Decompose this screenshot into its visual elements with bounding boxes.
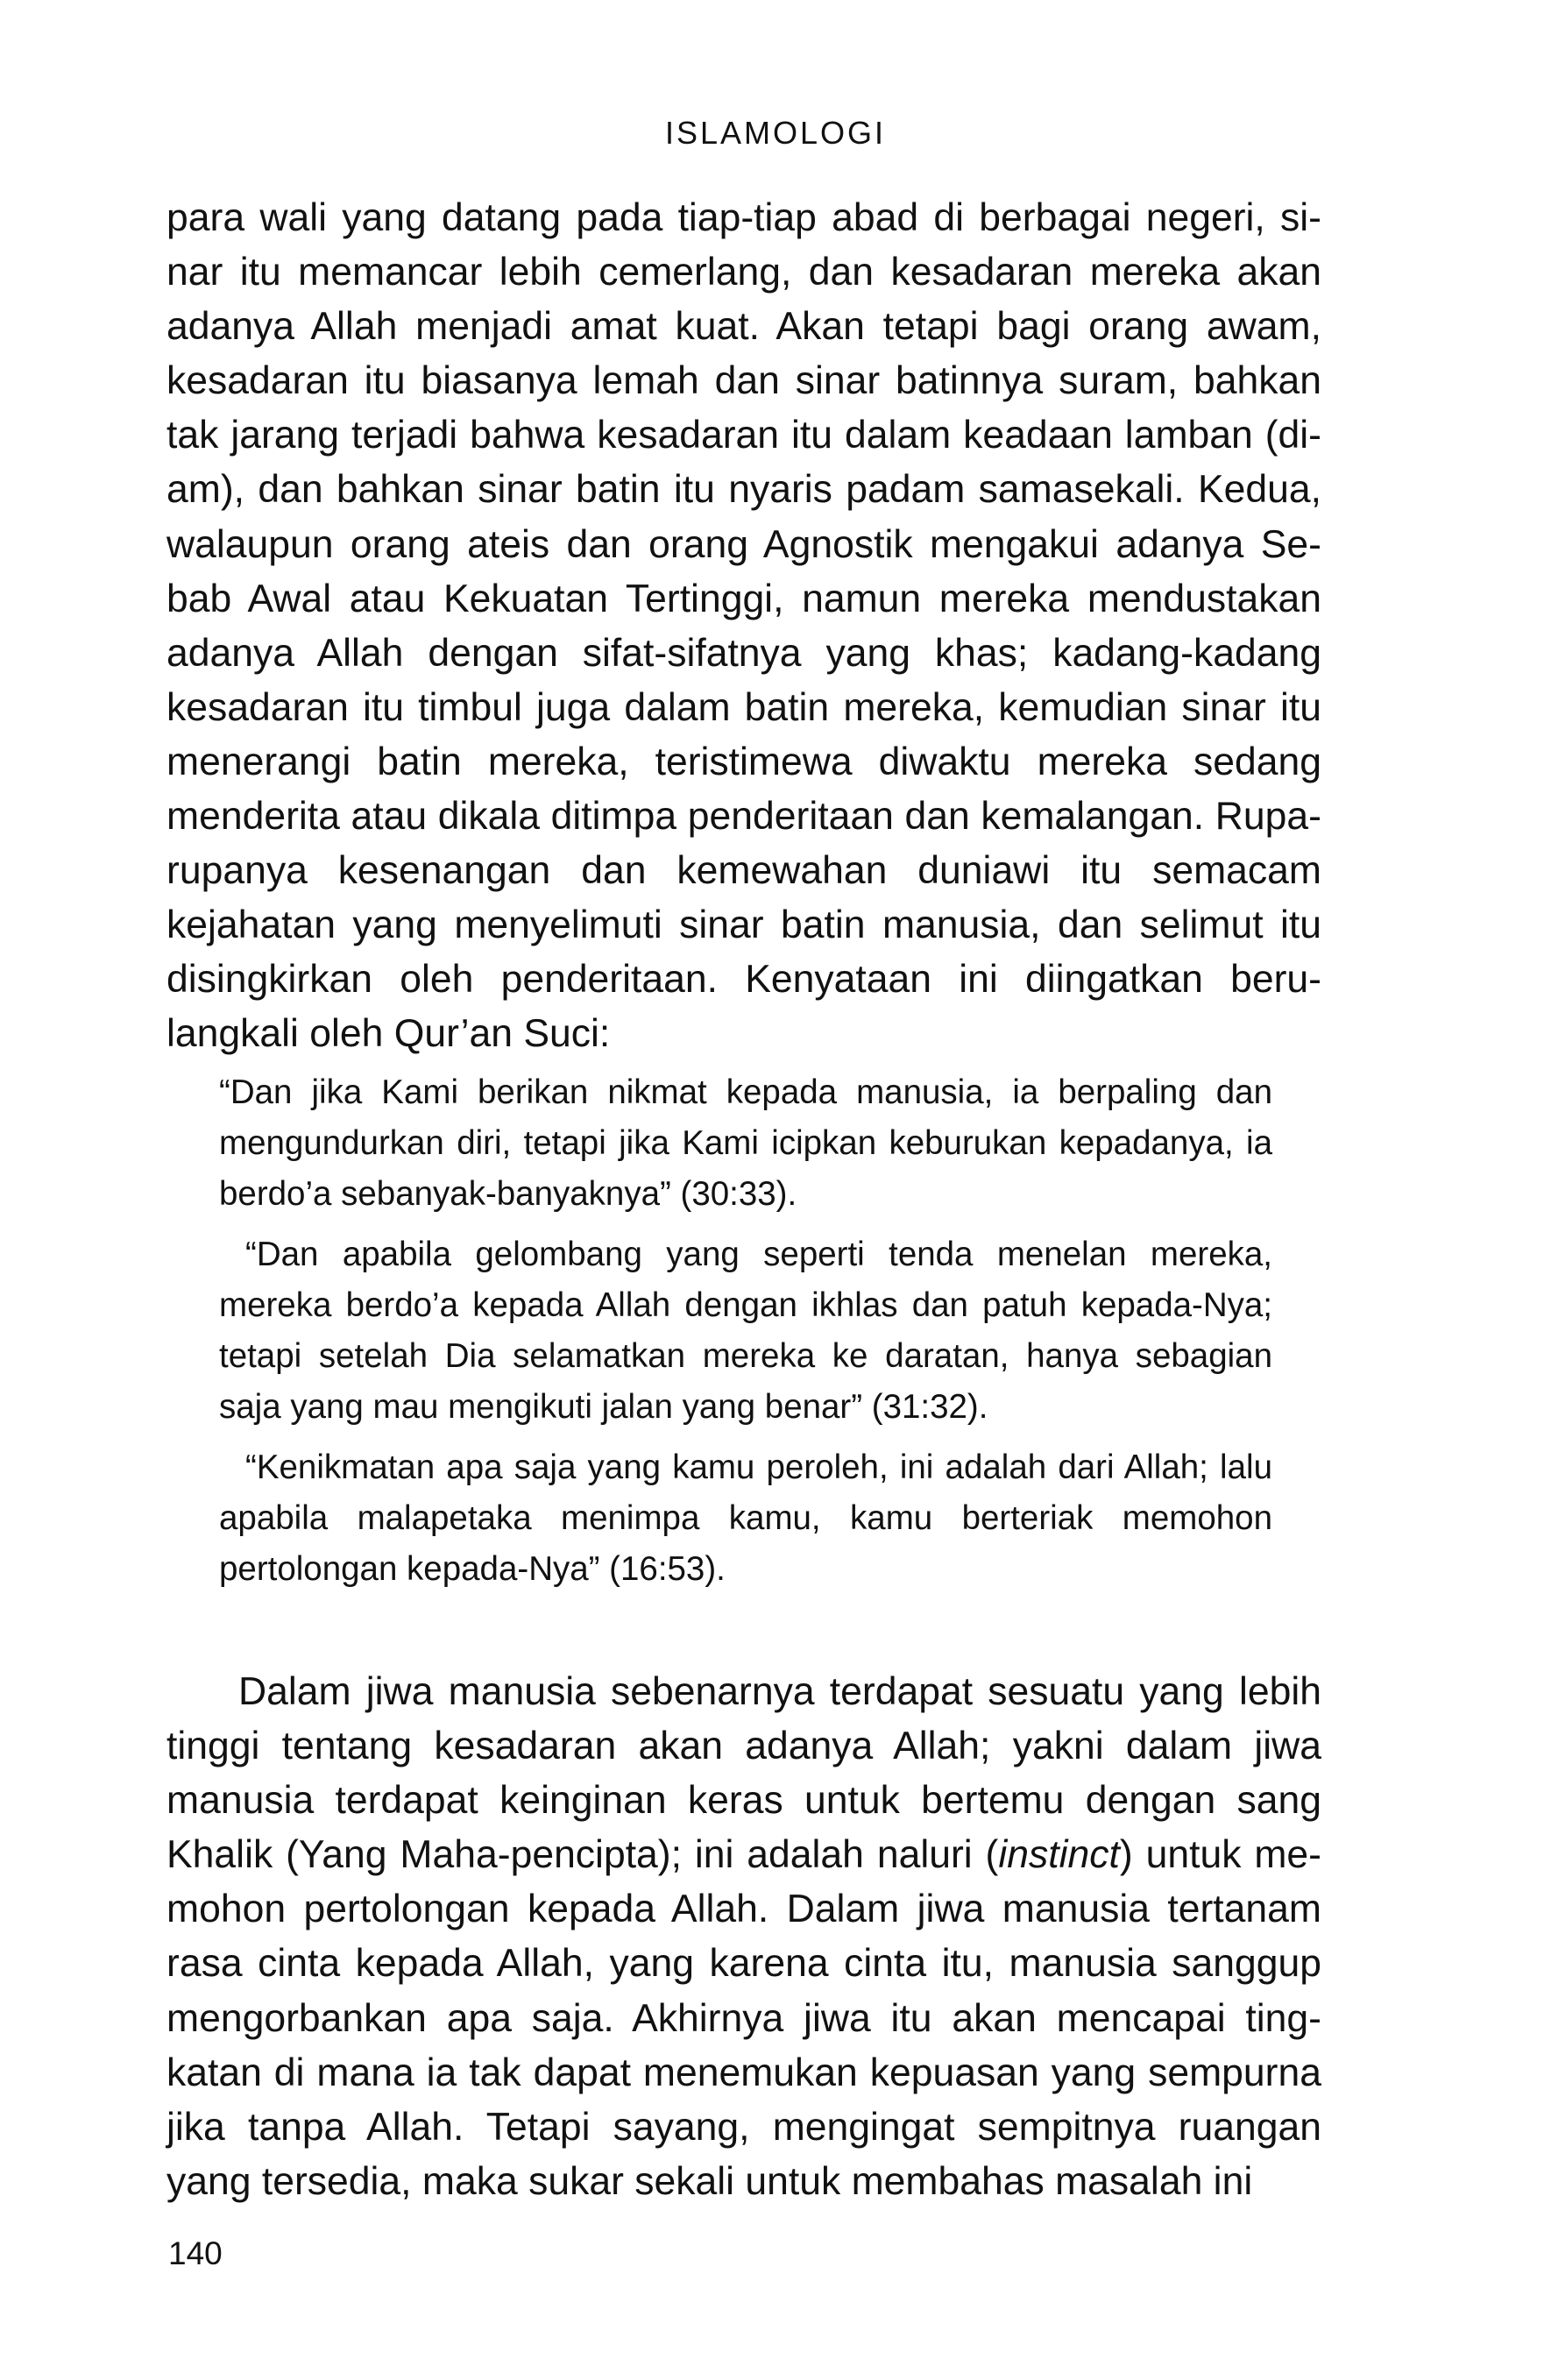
body-paragraph-1	[166, 191, 1321, 1062]
quote-16-53: “Kenikmatan apa saja yang kamu peroleh, ini adalah dari Allah; lalu apabila malapetaka menimpa kamu, kamu berteriak memohon pertolongan kepada-Nya” (16:53).	[219, 1449, 1272, 1588]
paragraph-text-end: ) untuk memohon pertolongan kepada Allah. Dalam jiwa manusia tertanam rasa cinta kepada Allah, yang karena cinta itu, manusia sanggup mengorbankan apa saja. Akhirnya jiwa itu akan mencapai tingkatan di mana ia tak dapat menemukan kepuasan yang sempurna jika tanpa Allah. Tetapi sayang, mengingat sempitnya ruangan yang tersedia, maka sukar sekali untuk membahas masalah ini	[166, 1833, 1321, 2203]
body-paragraph-2	[166, 1665, 1321, 2209]
paragraph-text	[166, 1665, 1321, 2209]
quote-31-32: “Dan apabila gelombang yang seperti tenda menelan mereka, mereka berdo’a kepada Allah dengan ikhlas dan patuh kepada-Nya; tetapi setelah Dia selamatkan mereka ke daratan, hanya sebagian saja yang mau mengikuti jalan yang benar” (31:32).	[219, 1236, 1272, 1426]
running-header-title: ISLAMOLOGI	[664, 115, 887, 151]
paragraph-text-start: Dalam jiwa manusia sebenarnya terdapat sesuatu yang lebih tinggi tentang kesadaran akan adanya Allah; yakni dalam jiwa manusia terdapat keinginan keras untuk bertemu dengan sang Khalik (Yang Maha-pencipta); ini adalah naluri (	[166, 1670, 1321, 1877]
quran-quotations-block	[219, 1067, 1272, 1604]
paragraph-text: para wali yang datang pada tiap-tiap abad di berbagai negeri, sinar itu memancar lebih cemerlang, dan kesadaran mereka akan adanya Allah menjadi amat kuat. Akan tetapi bagi orang awam, kesadaran itu biasanya lemah dan sinar batinnya suram, bahkan tak jarang terjadi bahwa kesadaran itu dalam keadaan lamban (diam), dan bahkan sinar batin itu nyaris padam samasekali. Kedua, walaupun orang ateis dan orang Agnostik mengakui adanya Sebab Awal atau Kekuatan Tertinggi, namun mereka mendustakan adanya Allah dengan sifat-sifatnya yang khas; kadang-kadang kesadaran itu timbul juga dalam batin mereka, kemudian sinar itu menerangi batin mereka, teristimewa diwaktu mereka sedang menderita atau dikala ditimpa penderitaan dan kemalangan. Rupa-rupanya kesenangan dan kemewahan duniawi itu semacam kejahatan yang menyelimuti sinar batin manusia, dan selimut itu disingkirkan oleh penderitaan. Kenyataan ini diingatkan berulangkali oleh Qur’an Suci:	[166, 196, 1321, 1056]
italic-term-instinct: instinct	[998, 1833, 1120, 1877]
page-number: 140	[168, 2235, 223, 2271]
quote-30-33: “Dan jika Kami berikan nikmat kepada manusia, ia berpaling dan mengundurkan diri, tetapi jika Kami icipkan keburukan kepadanya, ia berdo’a sebanyak-banyaknya” (30:33).	[219, 1073, 1272, 1213]
